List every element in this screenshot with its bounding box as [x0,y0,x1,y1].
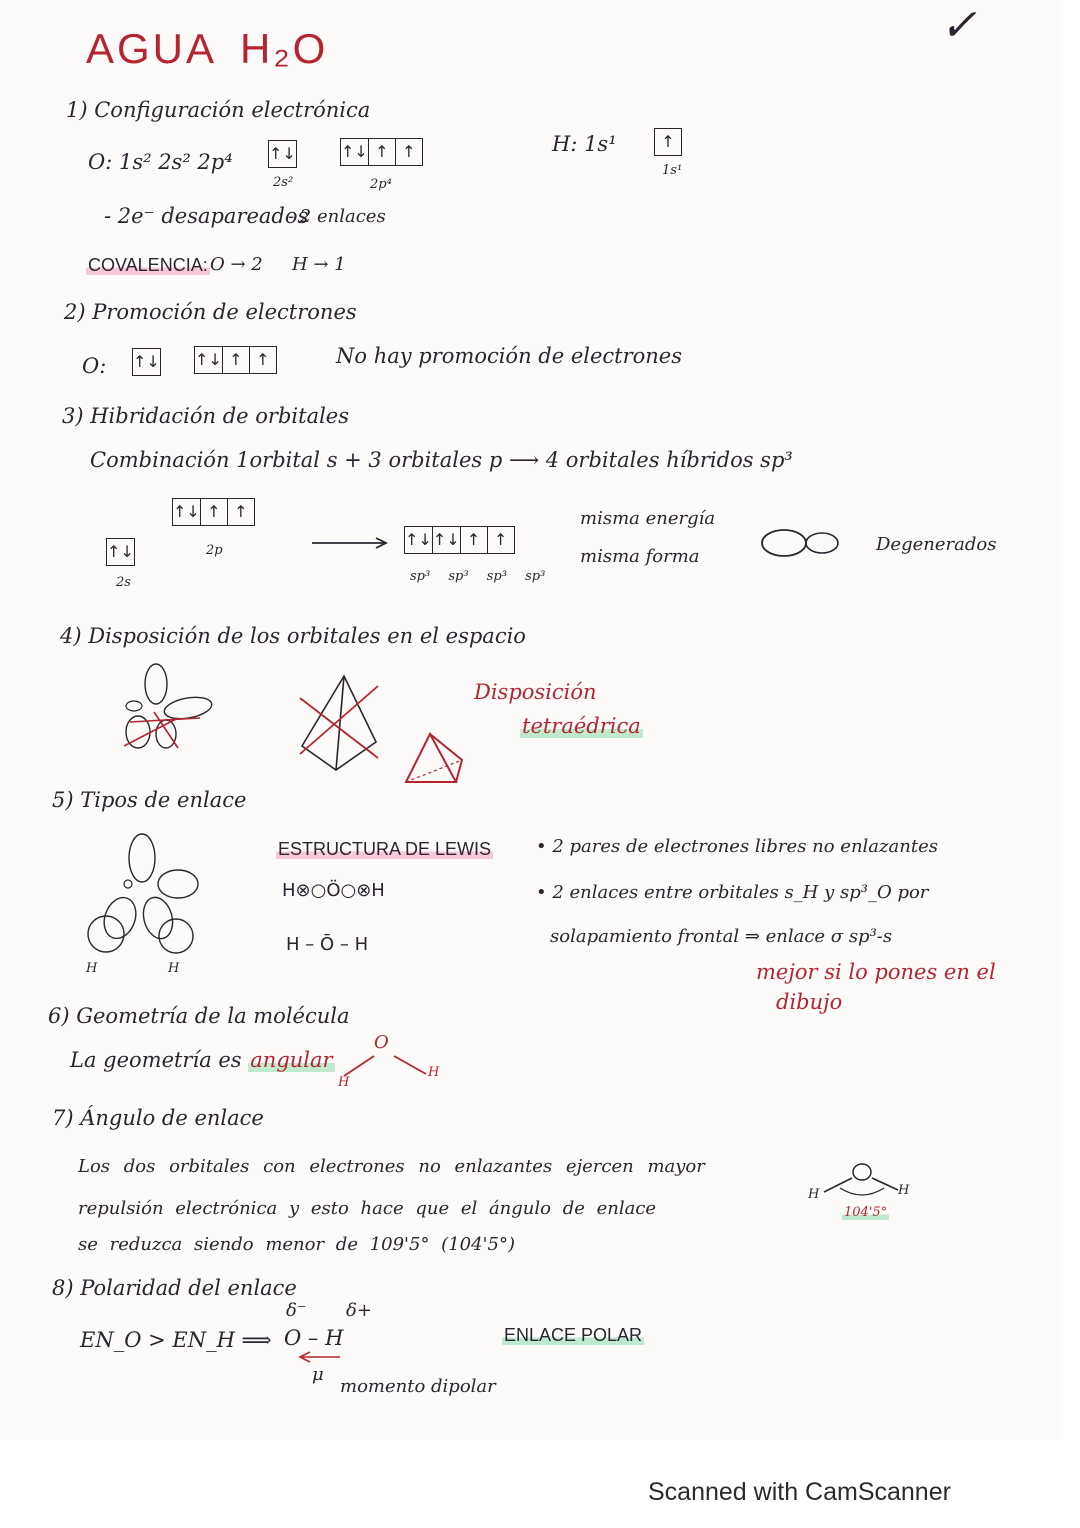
orbital-cell: ↑ [234,502,248,521]
tetrahedron-icon [294,672,394,776]
molecule-oxygen: O [374,1032,389,1053]
orbital-cell: ↑↓ [195,347,223,373]
page-title: AGUA [86,25,218,72]
section-4-heading: 4) Disposición de los orbitales en el espacio [60,624,526,648]
orbital-cell: ↑ [461,527,488,553]
teacher-comment-line-2: dibujo [776,990,843,1014]
angle-hydrogen-left: H [808,1187,820,1202]
orbital-box-1s [654,128,682,156]
same-shape: misma forma [580,546,700,567]
orbital-cell: ↑ [201,499,228,525]
lewis-dots-structure: H⊗○Ö○⊗H [282,880,385,901]
orbital-box-2p [340,138,423,166]
orbital-box-s [132,348,161,376]
sp3-labels: sp³ sp³ sp³ sp³ [410,569,546,584]
electronegativity-relation: EN_O > EN_H ⟹ [80,1328,272,1352]
section-6-heading: 6) Geometría de la molécula [48,1004,350,1028]
label-1s: 1s¹ [662,163,683,178]
label-2s-hyb: 2s [116,575,131,590]
sp3-orbitals-icon [104,662,224,762]
orbital-cell: ↑ [369,139,396,165]
orbital-cell: ↑ [223,347,250,373]
angle-explanation-3: se reduzca siendo menor de 109'5° (104'5°) [78,1234,515,1255]
orbital-box-2s-hyb [106,538,135,566]
oxygen-prefix: O: [82,354,107,378]
section-7-heading: 7) Ángulo de enlace [52,1106,264,1130]
sp3-orbital-icon [760,526,850,560]
angle-value: 104'5° [844,1205,888,1220]
degenerate-label: Degenerados [876,534,997,555]
unpaired-electrons: - 2e⁻ desapareados [104,204,309,228]
formula-title: H₂O [240,25,329,72]
section-5-heading: 5) Tipos de enlace [52,788,247,812]
section-2-heading: 2) Promoción de electrones [64,300,357,324]
arrow-icon [312,536,392,550]
oxygen-configuration: O: 1s² 2s² 2p⁴ [88,150,233,174]
hydrogen-left-label: H [86,961,98,976]
orbital-cell: ↑↓ [269,144,296,163]
orbital-cell: ↑↓ [133,352,160,371]
orbital-box-2p-hyb [172,498,255,526]
label-2p-hyb: 2p [206,543,223,558]
geometry-text: La geometría es angular [70,1048,333,1072]
hybrid-combination: Combinación 1orbital s + 3 orbitales p ⟶ 4 orbitales híbridos sp³ [90,448,793,472]
angle-hydrogen-right: H [898,1183,910,1198]
tetrahedral-label: tetraédrica [522,714,641,738]
scanner-watermark: Scanned with CamScanner [648,1478,951,1506]
dipole-moment-label: momento dipolar [340,1376,496,1397]
orbital-cell: ↑ [493,530,508,549]
orbital-cell: ↑↓ [405,527,433,553]
hydrogen-right-label: H [168,961,180,976]
section-8-heading: 8) Polaridad del enlace [52,1276,297,1300]
dipole-symbol: μ [312,1364,324,1385]
orbital-cell: ↑↓ [173,499,201,525]
angle-explanation-1: Los dos orbitales con electrones no enlazantes ejercen mayor [78,1156,705,1177]
orbital-box-2s [268,140,297,168]
bonding-orbitals-icon [84,832,204,958]
lone-pairs-note: • 2 pares de electrones libres no enlazantes [536,836,938,857]
disposition-label: Disposición [474,680,597,704]
covalencia-hydrogen: H → 1 [292,254,346,275]
covalencia-label: COVALENCIA: [88,255,208,275]
lewis-line-structure: H – Ō – H [286,934,369,955]
angle-explanation-2: repulsión electrónica y esto hace que el ángulo de enlace [78,1198,657,1219]
lewis-title: ESTRUCTURA DE LEWIS [278,839,492,859]
molecule-hydrogen-left: H [338,1075,350,1090]
tetrahedron-small-icon [402,730,468,788]
orbital-box-sp3 [404,526,515,554]
dipole-arrow-icon [296,1350,344,1364]
molecule-hydrogen-right: H [428,1065,440,1080]
bond-count: - 2 enlaces [288,206,386,227]
teacher-comment-line-1: mejor si lo pones en el [756,960,996,984]
hydrogen-configuration: H: 1s¹ [552,132,617,156]
orbital-cell: ↑ [256,350,270,369]
sigma-bond-note: solapamiento frontal ⇒ enlace σ sp³-s [550,926,893,947]
orbital-cell: ↑ [661,132,675,151]
same-energy: misma energía [580,508,716,529]
orbital-cell: ↑↓ [107,542,134,561]
bonds-note: • 2 enlaces entre orbitales s_H y sp³_O por [536,882,929,903]
partial-positive: δ+ [346,1300,372,1321]
orbital-cell: ↑↓ [433,527,461,553]
covalencia-oxygen: O → 2 [210,254,263,275]
orbital-cell: ↑↓ [341,139,369,165]
section-3-heading: 3) Hibridación de orbitales [62,404,350,428]
label-2p: 2p⁴ [370,177,392,192]
label-2s: 2s² [273,175,294,190]
section-1-heading: 1) Configuración electrónica [66,98,371,122]
polar-bond-label: ENLACE POLAR [504,1325,643,1345]
orbital-cell: ↑ [402,142,416,161]
check-mark-icon: ✓ [940,0,977,51]
orbital-box-p [194,346,277,374]
oh-bond: O – H [284,1326,344,1350]
partial-negative: δ⁻ [286,1300,307,1321]
promotion-note: No hay promoción de electrones [336,344,683,368]
